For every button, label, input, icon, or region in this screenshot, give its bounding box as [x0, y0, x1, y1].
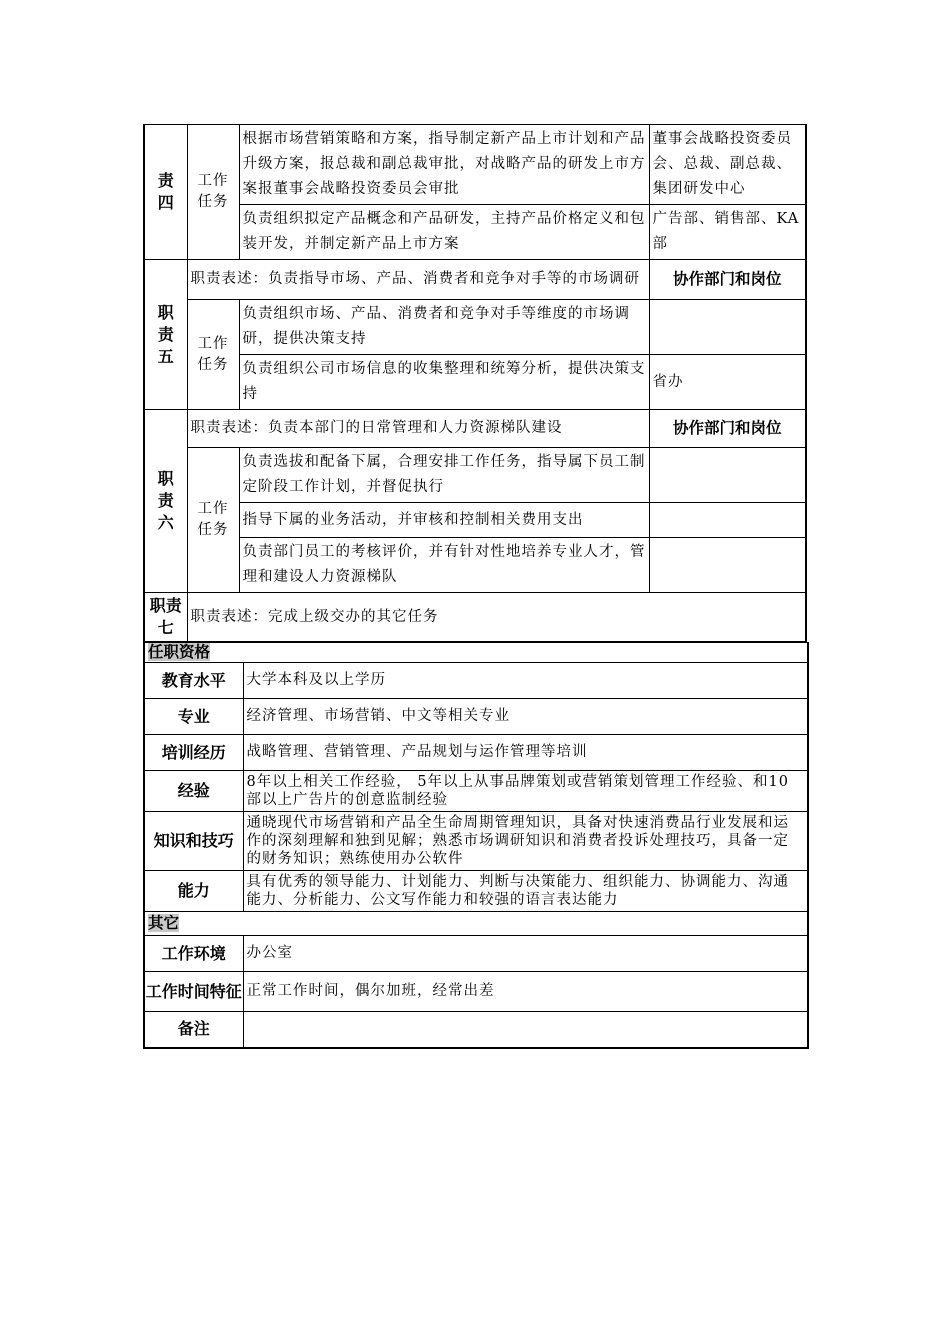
other-row: [144, 1012, 808, 1048]
other-title: [144, 912, 808, 936]
duty4-task-row-1: [144, 125, 806, 205]
duty5-collab-header: 协作部门和岗位: [649, 260, 806, 300]
qual-row: [144, 812, 808, 871]
duty6-collab-1: [649, 448, 806, 503]
duty4-collab-2: 广告部、销售部、KA部: [649, 205, 806, 260]
qual-label-knowledge: 知识和技巧: [144, 812, 243, 871]
duty4-label-text: 责 四: [157, 171, 174, 212]
qualifications-title-text: 任职资格: [148, 643, 211, 661]
qual-label-training: 培训经历: [144, 735, 243, 771]
duty5-task-row-1: [144, 300, 806, 355]
other-value-work-time: 正常工作时间，偶尔加班，经常出差: [243, 972, 808, 1012]
duty6-task-row-2: [144, 503, 806, 538]
duty6-task-2: 指导下属的业务活动，并审核和控制相关费用支出: [239, 503, 649, 538]
duty6-task-3: 负责部门员工的考核评价，并有针对性地培养专业人才，管理和建设人力资源梯队: [239, 538, 649, 593]
duty5-task-1: 负责组织市场、产品、消费者和竞争对手等维度的市场调研，提供决策支持: [239, 300, 649, 355]
qual-row: [144, 771, 808, 812]
duty6-task-label: [187, 448, 239, 593]
qual-label-experience: 经验: [144, 771, 243, 812]
other-label-remarks: 备注: [144, 1012, 243, 1048]
duties-table: [143, 124, 807, 642]
duty4-task-1: 根据市场营销策略和方案，指导制定新产品上市计划和产品升级方案，报总裁和副总裁审批，对战略产品的研发上市方案报董事会战略投资委员会审批: [239, 125, 649, 205]
duty7-row: [144, 593, 806, 642]
qualifications-title: [144, 643, 808, 663]
duty7-label-text: 职责 七: [149, 596, 182, 637]
qual-label-ability: 能力: [144, 871, 243, 912]
other-value-remarks: [243, 1012, 808, 1048]
duty5-label: [144, 260, 187, 410]
qual-row: [144, 735, 808, 771]
duty6-desc-row: [144, 410, 806, 448]
other-label-work-time: 工作时间特征: [144, 972, 243, 1012]
duty6-collab-2: [649, 503, 806, 538]
qual-value-ability: 具有优秀的领导能力、计划能力、判断与决策能力、组织能力、协调能力、沟通能力、分析能力、公文写作能力和较强的语言表达能力: [243, 871, 808, 912]
qual-value-education: 大学本科及以上学历: [243, 663, 808, 699]
duty6-task-1: 负责选拔和配备下属，合理安排工作任务，指导属下员工制定阶段工作计划，并督促执行: [239, 448, 649, 503]
duty6-label-text: 职 责 六: [157, 469, 174, 532]
duty4-task-label-text: 工作 任务: [197, 173, 229, 210]
other-row: [144, 936, 808, 972]
other-value-environment: 办公室: [243, 936, 808, 972]
duty6-collab-3: [649, 538, 806, 593]
duty7-label: [144, 593, 187, 642]
duty4-task-label: [187, 125, 239, 260]
duty5-description: 职责表述：负责指导市场、产品、消费者和竞争对手等的市场调研: [187, 260, 649, 300]
duty5-desc-row: [144, 260, 806, 300]
duty6-task-row-3: [144, 538, 806, 593]
other-title-text: 其它: [148, 914, 180, 932]
qual-value-training: 战略管理、营销管理、产品规划与运作管理等培训: [243, 735, 808, 771]
duty5-task-label-text: 工作 任务: [197, 335, 229, 373]
other-row: [144, 972, 808, 1012]
job-description-sheet: [143, 124, 807, 1049]
qual-value-experience: 8年以上相关工作经验， 5年以上从事品牌策划或营销策划管理工作经验、和10部以上广告片的创意监制经验: [243, 771, 808, 812]
duty6-collab-header: 协作部门和岗位: [649, 410, 806, 448]
qualifications-table: [143, 642, 809, 1049]
other-label-environment: 工作环境: [144, 936, 243, 972]
qual-value-major: 经济管理、市场营销、中文等相关专业: [243, 699, 808, 735]
duty4-task-2: 负责组织拟定产品概念和产品研发，主持产品价格定义和包装开发，并制定新产品上市方案: [239, 205, 649, 260]
qual-row: [144, 871, 808, 912]
duty6-description: 职责表述：负责本部门的日常管理和人力资源梯队建设: [187, 410, 649, 448]
duty6-task-label-text: 工作 任务: [197, 501, 229, 538]
duty5-task-row-2: [144, 355, 806, 410]
qual-label-education: 教育水平: [144, 663, 243, 699]
duty4-collab-1: 董事会战略投资委员会、总裁、副总裁、集团研发中心: [649, 125, 806, 205]
duty7-description: 职责表述：完成上级交办的其它任务: [187, 593, 806, 642]
duty5-task-2: 负责组织公司市场信息的收集整理和统筹分析，提供决策支持: [239, 355, 649, 410]
duty4-label: [144, 125, 187, 260]
duty5-label-text: 职 责 五: [157, 302, 174, 366]
duty5-collab-1: [649, 300, 806, 355]
duty5-collab-2: 省办: [649, 355, 806, 410]
qual-row: [144, 663, 808, 699]
duty6-task-row-1: [144, 448, 806, 503]
duty5-task-label: [187, 300, 239, 410]
qual-value-knowledge: 通晓现代市场营销和产品全生命周期管理知识，具备对快速消费品行业发展和运作的深刻理解和独到见解；熟悉市场调研知识和消费者投诉处理技巧，具备一定的财务知识；熟练使用办公软件: [243, 812, 808, 871]
duty6-label: [144, 410, 187, 593]
other-title-row: [144, 912, 808, 936]
qual-row: [144, 699, 808, 735]
duty4-task-row-2: [144, 205, 806, 260]
qual-label-major: 专业: [144, 699, 243, 735]
qualifications-title-row: [144, 643, 808, 663]
